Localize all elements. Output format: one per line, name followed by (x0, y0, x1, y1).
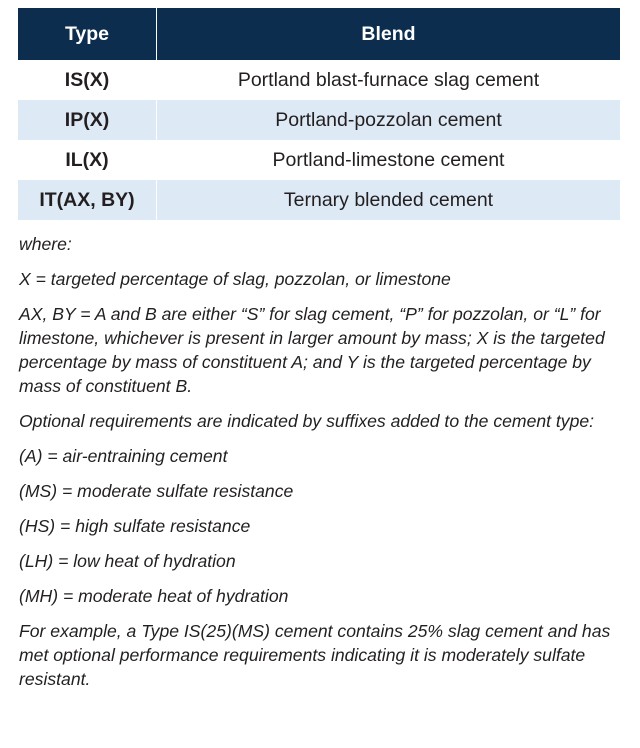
type-cell: IL(X) (18, 140, 157, 180)
table-row (18, 100, 620, 140)
header-blend: Blend (157, 8, 621, 60)
type-cell: IT(AX, BY) (18, 180, 157, 220)
suffix-item: (MS) = moderate sulfate resistance (19, 481, 294, 501)
suffix-item: (LH) = low heat of hydration (19, 551, 236, 571)
example-paragraph: For example, a Type IS(25)(MS) cement contains 25% slag cement and has met optional performance requirements indicating it is moderately sulfate resistant. (19, 621, 611, 689)
notes-section (19, 232, 619, 691)
suffix-item: (HS) = high sulfate resistance (19, 516, 251, 536)
table-header-row (18, 8, 620, 60)
blend-cell: Portland-limestone cement (157, 140, 621, 180)
type-cell: IP(X) (18, 100, 157, 140)
suffix-item: (MH) = moderate heat of hydration (19, 586, 289, 606)
axby-definition: AX, BY = A and B are either “S” for slag cement, “P” for pozzolan, or “L” for limestone, whichever is present in larger amount by mass; X is the targeted percentage by mass of constituent A; and Y is the targeted percentage by mass of constituent B. (19, 304, 605, 396)
blend-cell: Ternary blended cement (157, 180, 621, 220)
optional-requirements-intro: Optional requirements are indicated by suffixes added to the cement type: (19, 411, 595, 431)
where-label: where: (19, 234, 72, 254)
type-cell: IS(X) (18, 60, 157, 100)
cement-blend-table (18, 8, 620, 220)
blend-cell: Portland blast-furnace slag cement (157, 60, 621, 100)
blend-cell: Portland-pozzolan cement (157, 100, 621, 140)
table-row (18, 180, 620, 220)
suffix-item: (A) = air-entraining cement (19, 446, 228, 466)
table-row (18, 140, 620, 180)
header-type: Type (18, 8, 157, 60)
table-row (18, 60, 620, 100)
x-definition: X = targeted percentage of slag, pozzolan, or limestone (19, 269, 451, 289)
